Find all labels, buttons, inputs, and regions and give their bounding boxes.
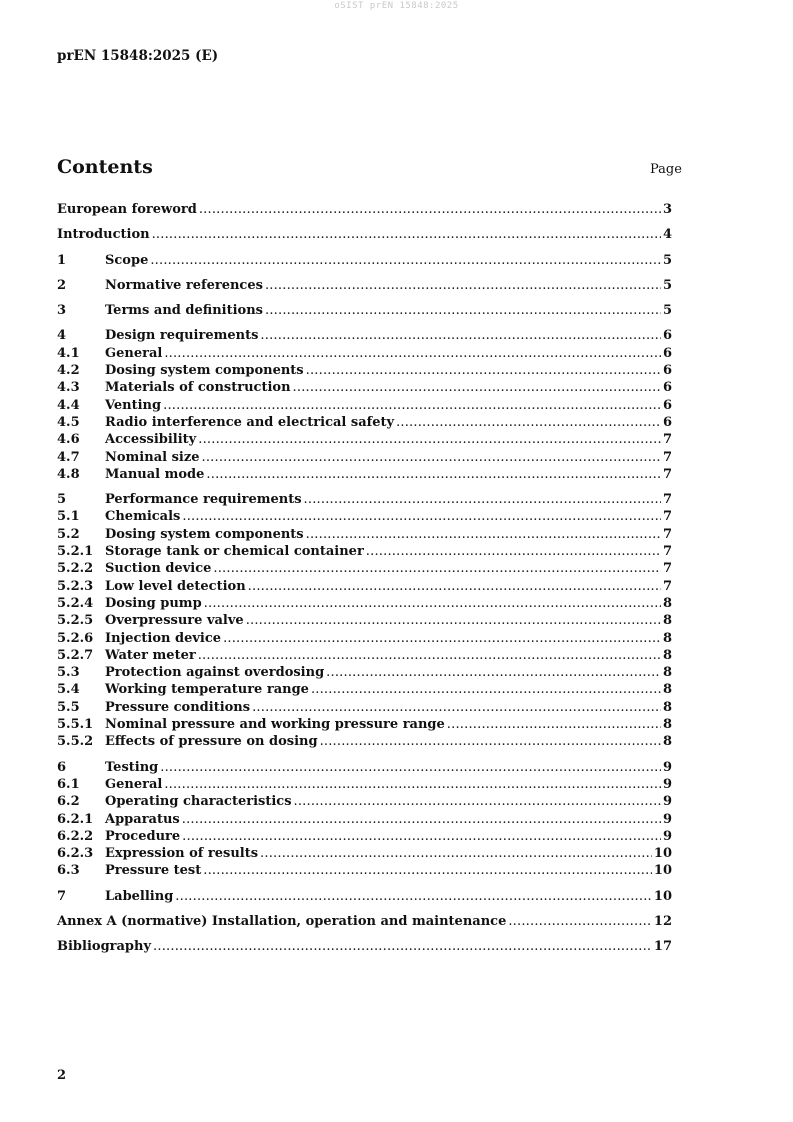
toc-entry-page: 9 xyxy=(662,794,672,810)
toc-entry[interactable] xyxy=(57,543,672,560)
toc-entry-page: 8 xyxy=(662,682,672,698)
toc-entry[interactable] xyxy=(57,302,672,319)
toc-entry-title: European foreword xyxy=(57,202,197,217)
toc-entry-page: 7 xyxy=(662,526,672,542)
toc-dot-leader xyxy=(182,508,661,525)
toc-entry[interactable] xyxy=(57,630,672,647)
toc-entry-title: Dosing system components xyxy=(105,363,304,379)
toc-entry[interactable] xyxy=(57,201,672,218)
toc-entry-page: 7 xyxy=(662,578,672,594)
toc-dot-leader xyxy=(447,716,661,733)
toc-entry-title: Chemicals xyxy=(105,509,181,525)
toc-entry-number: 6.3 xyxy=(57,863,80,879)
toc-entry[interactable] xyxy=(57,759,672,776)
toc-entry-page: 8 xyxy=(662,717,672,733)
toc-entry-title: Manual mode xyxy=(105,466,205,482)
toc-entry[interactable] xyxy=(57,414,672,431)
toc-entry[interactable] xyxy=(57,733,672,750)
toc-entry-page: 9 xyxy=(662,776,672,792)
toc-dot-leader xyxy=(311,681,661,698)
toc-entry-page: 9 xyxy=(662,828,672,844)
toc-entry[interactable] xyxy=(57,345,672,362)
toc-entry-page: 10 xyxy=(653,846,672,862)
toc-entry-number: 5.2.4 xyxy=(57,595,94,611)
toc-entry[interactable] xyxy=(57,277,672,294)
toc-entry-page: 6 xyxy=(662,397,672,413)
toc-entry-title: Radio interference and electrical safety xyxy=(105,414,395,430)
toc-dot-leader xyxy=(223,630,661,647)
toc-entry[interactable] xyxy=(57,612,672,629)
toc-entry-title: Materials of construction xyxy=(105,380,291,396)
toc-dot-leader xyxy=(164,345,661,362)
page-number: 2 xyxy=(57,1068,67,1083)
toc-entry-page: 7 xyxy=(662,509,672,525)
toc-entry-title: Injection device xyxy=(105,630,222,646)
toc-entry-page: 7 xyxy=(662,561,672,577)
toc-entry-number: 5.3 xyxy=(57,665,80,681)
toc-entry-title: Performance requirements xyxy=(105,492,302,508)
toc-dot-leader xyxy=(396,414,661,431)
toc-entry-title: Scope xyxy=(105,252,149,268)
toc-entry-title: Low level detection xyxy=(105,578,246,594)
toc-entry-page: 17 xyxy=(653,939,672,955)
toc-entry-title: Operating characteristics xyxy=(105,794,292,810)
toc-dot-leader xyxy=(326,664,661,681)
toc-dot-leader xyxy=(175,888,652,905)
toc-entry-title: Effects of pressure on dosing xyxy=(105,734,318,750)
toc-entry-page: 6 xyxy=(662,363,672,379)
toc-entry-number: 5.2.5 xyxy=(57,613,94,629)
table-of-contents xyxy=(57,201,672,956)
toc-entry-number: 4.4 xyxy=(57,397,80,413)
toc-dot-leader xyxy=(304,491,661,508)
toc-entry-title: Labelling xyxy=(105,888,174,904)
toc-entry[interactable] xyxy=(57,252,672,269)
toc-entry-page: 7 xyxy=(662,432,672,448)
toc-entry[interactable] xyxy=(57,362,672,379)
toc-entry-page: 6 xyxy=(662,380,672,396)
toc-entry-page: 10 xyxy=(653,888,672,904)
page-column-label: Page xyxy=(650,162,682,177)
toc-dot-leader xyxy=(198,647,661,664)
toc-entry-title: Water meter xyxy=(105,647,196,663)
toc-entry-number: 5.5 xyxy=(57,699,80,715)
toc-entry[interactable] xyxy=(57,431,672,448)
toc-entry-title: Venting xyxy=(105,397,162,413)
toc-dot-leader xyxy=(152,226,661,243)
toc-dot-leader xyxy=(153,938,652,955)
toc-entry-title: Storage tank or chemical container xyxy=(105,544,364,560)
toc-dot-leader xyxy=(306,526,661,543)
toc-entry-number: 4.5 xyxy=(57,414,80,430)
toc-entry[interactable] xyxy=(57,397,672,414)
toc-entry[interactable] xyxy=(57,776,672,793)
toc-entry-number: 3 xyxy=(57,303,67,319)
toc-entry-number: 5.2.7 xyxy=(57,647,94,663)
toc-entry-page: 6 xyxy=(662,414,672,430)
toc-entry-number: 4.6 xyxy=(57,432,80,448)
toc-entry-page: 8 xyxy=(662,595,672,611)
toc-entry[interactable] xyxy=(57,938,672,955)
toc-entry-number: 4.1 xyxy=(57,345,80,361)
toc-entry-page: 5 xyxy=(662,303,672,319)
toc-entry[interactable] xyxy=(57,595,672,612)
toc-entry-number: 5.2.2 xyxy=(57,561,94,577)
toc-entry[interactable] xyxy=(57,913,672,930)
toc-dot-leader xyxy=(293,379,661,396)
toc-entry[interactable] xyxy=(57,845,672,862)
toc-entry-page: 6 xyxy=(662,345,672,361)
watermark: oSIST prEN 15848:2025 xyxy=(334,1,459,11)
toc-entry-page: 8 xyxy=(662,647,672,663)
toc-entry-number: 4.7 xyxy=(57,449,80,465)
toc-dot-leader xyxy=(164,776,661,793)
toc-entry-title: Apparatus xyxy=(105,811,180,827)
toc-entry-title: Pressure test xyxy=(105,863,202,879)
toc-entry-number: 6.2.2 xyxy=(57,828,94,844)
toc-entry[interactable] xyxy=(57,793,672,810)
toc-entry-page: 7 xyxy=(662,449,672,465)
toc-entry-page: 8 xyxy=(662,665,672,681)
toc-dot-leader xyxy=(366,543,661,560)
toc-entry-title: Suction device xyxy=(105,561,212,577)
toc-entry-page: 9 xyxy=(662,811,672,827)
toc-entry-title: Nominal size xyxy=(105,449,200,465)
toc-entry-number: 4.3 xyxy=(57,380,80,396)
toc-entry-page: 3 xyxy=(662,202,672,217)
toc-entry-page: 6 xyxy=(662,328,672,344)
toc-entry-number: 2 xyxy=(57,277,67,293)
toc-entry-number: 4 xyxy=(57,328,67,344)
toc-entry-page: 7 xyxy=(662,492,672,508)
toc-entry-page: 5 xyxy=(662,277,672,293)
toc-dot-leader xyxy=(204,595,661,612)
toc-entry-title: Bibliography xyxy=(57,939,152,955)
toc-entry-number: 5.2.6 xyxy=(57,630,94,646)
toc-entry-number: 6.2 xyxy=(57,794,80,810)
toc-entry[interactable] xyxy=(57,681,672,698)
toc-entry[interactable] xyxy=(57,508,672,525)
toc-entry-page: 5 xyxy=(662,252,672,268)
toc-entry[interactable] xyxy=(57,578,672,595)
toc-dot-leader xyxy=(202,449,661,466)
toc-entry[interactable] xyxy=(57,449,672,466)
toc-entry-number: 5.1 xyxy=(57,509,80,525)
toc-entry-title: Terms and definitions xyxy=(105,303,263,319)
toc-dot-leader xyxy=(182,828,661,845)
toc-entry-title: General xyxy=(105,345,163,361)
toc-entry-number: 1 xyxy=(57,252,67,268)
toc-entry-title: Accessibility xyxy=(105,432,197,448)
toc-entry-page: 8 xyxy=(662,630,672,646)
toc-dot-leader xyxy=(160,759,661,776)
toc-entry-number: 6.2.1 xyxy=(57,811,94,827)
toc-dot-leader xyxy=(252,699,661,716)
toc-dot-leader xyxy=(163,397,661,414)
toc-entry-title: Testing xyxy=(105,759,159,775)
toc-entry-title: General xyxy=(105,776,163,792)
toc-entry-page: 8 xyxy=(662,699,672,715)
toc-dot-leader xyxy=(199,201,661,218)
toc-entry[interactable] xyxy=(57,226,672,243)
toc-entry-number: 4.2 xyxy=(57,363,80,379)
toc-entry-title: Protection against overdosing xyxy=(105,665,325,681)
toc-entry[interactable] xyxy=(57,811,672,828)
toc-entry-number: 5.5.2 xyxy=(57,734,94,750)
toc-entry-page: 8 xyxy=(662,613,672,629)
toc-dot-leader xyxy=(206,466,661,483)
toc-dot-leader xyxy=(265,277,661,294)
toc-entry-number: 6.2.3 xyxy=(57,846,94,862)
toc-dot-leader xyxy=(150,252,661,269)
toc-entry-title: Working temperature range xyxy=(105,682,309,698)
toc-entry-number: 5 xyxy=(57,492,67,508)
toc-entry[interactable] xyxy=(57,888,672,905)
toc-dot-leader xyxy=(182,811,661,828)
toc-entry-number: 5.4 xyxy=(57,682,80,698)
toc-entry[interactable] xyxy=(57,379,672,396)
toc-entry-title: Dosing pump xyxy=(105,595,202,611)
toc-entry[interactable] xyxy=(57,828,672,845)
toc-entry-page: 7 xyxy=(662,466,672,482)
toc-entry-number: 5.2.1 xyxy=(57,544,94,560)
toc-entry-page: 8 xyxy=(662,734,672,750)
toc-entry[interactable] xyxy=(57,327,672,344)
toc-entry-number: 6.1 xyxy=(57,776,80,792)
toc-entry-title: Introduction xyxy=(57,227,150,243)
toc-entry-page: 12 xyxy=(653,913,672,929)
toc-dot-leader xyxy=(265,302,661,319)
toc-entry-title: Design requirements xyxy=(105,328,259,344)
toc-dot-leader xyxy=(260,327,661,344)
toc-entry-number: 5.5.1 xyxy=(57,717,94,733)
toc-entry-number: 6 xyxy=(57,759,67,775)
toc-entry[interactable] xyxy=(57,560,672,577)
toc-entry-title: Annex A (normative) Installation, operation and maintenance xyxy=(57,913,507,929)
toc-entry-title: Expression of results xyxy=(105,846,259,862)
toc-entry-title: Dosing system components xyxy=(105,526,304,542)
toc-entry[interactable] xyxy=(57,491,672,508)
toc-entry-page: 4 xyxy=(662,227,672,243)
toc-entry-title: Pressure conditions xyxy=(105,699,251,715)
toc-entry[interactable] xyxy=(57,699,672,716)
toc-entry[interactable] xyxy=(57,647,672,664)
toc-dot-leader xyxy=(320,733,661,750)
toc-entry-page: 9 xyxy=(662,759,672,775)
toc-entry[interactable] xyxy=(57,716,672,733)
toc-entry-number: 5.2.3 xyxy=(57,578,94,594)
toc-entry[interactable] xyxy=(57,526,672,543)
toc-entry-number: 7 xyxy=(57,888,67,904)
toc-entry-number: 4.8 xyxy=(57,466,80,482)
toc-entry[interactable] xyxy=(57,862,672,879)
toc-entry-title: Nominal pressure and working pressure range xyxy=(105,717,445,733)
toc-entry[interactable] xyxy=(57,466,672,483)
toc-dot-leader xyxy=(508,913,652,930)
toc-dot-leader xyxy=(248,578,661,595)
toc-entry-number: 5.2 xyxy=(57,526,80,542)
toc-entry[interactable] xyxy=(57,664,672,681)
toc-dot-leader xyxy=(260,845,652,862)
toc-entry-title: Normative references xyxy=(105,277,263,293)
toc-entry-page: 10 xyxy=(653,863,672,879)
toc-dot-leader xyxy=(306,362,661,379)
toc-dot-leader xyxy=(198,431,661,448)
toc-dot-leader xyxy=(213,560,661,577)
toc-dot-leader xyxy=(294,793,661,810)
page-title: Contents xyxy=(57,156,153,178)
toc-dot-leader xyxy=(203,862,652,879)
toc-dot-leader xyxy=(246,612,661,629)
toc-entry-page: 7 xyxy=(662,544,672,560)
document-id: prEN 15848:2025 (E) xyxy=(57,48,219,64)
toc-entry-title: Overpressure valve xyxy=(105,613,244,629)
toc-entry-title: Procedure xyxy=(105,828,181,844)
